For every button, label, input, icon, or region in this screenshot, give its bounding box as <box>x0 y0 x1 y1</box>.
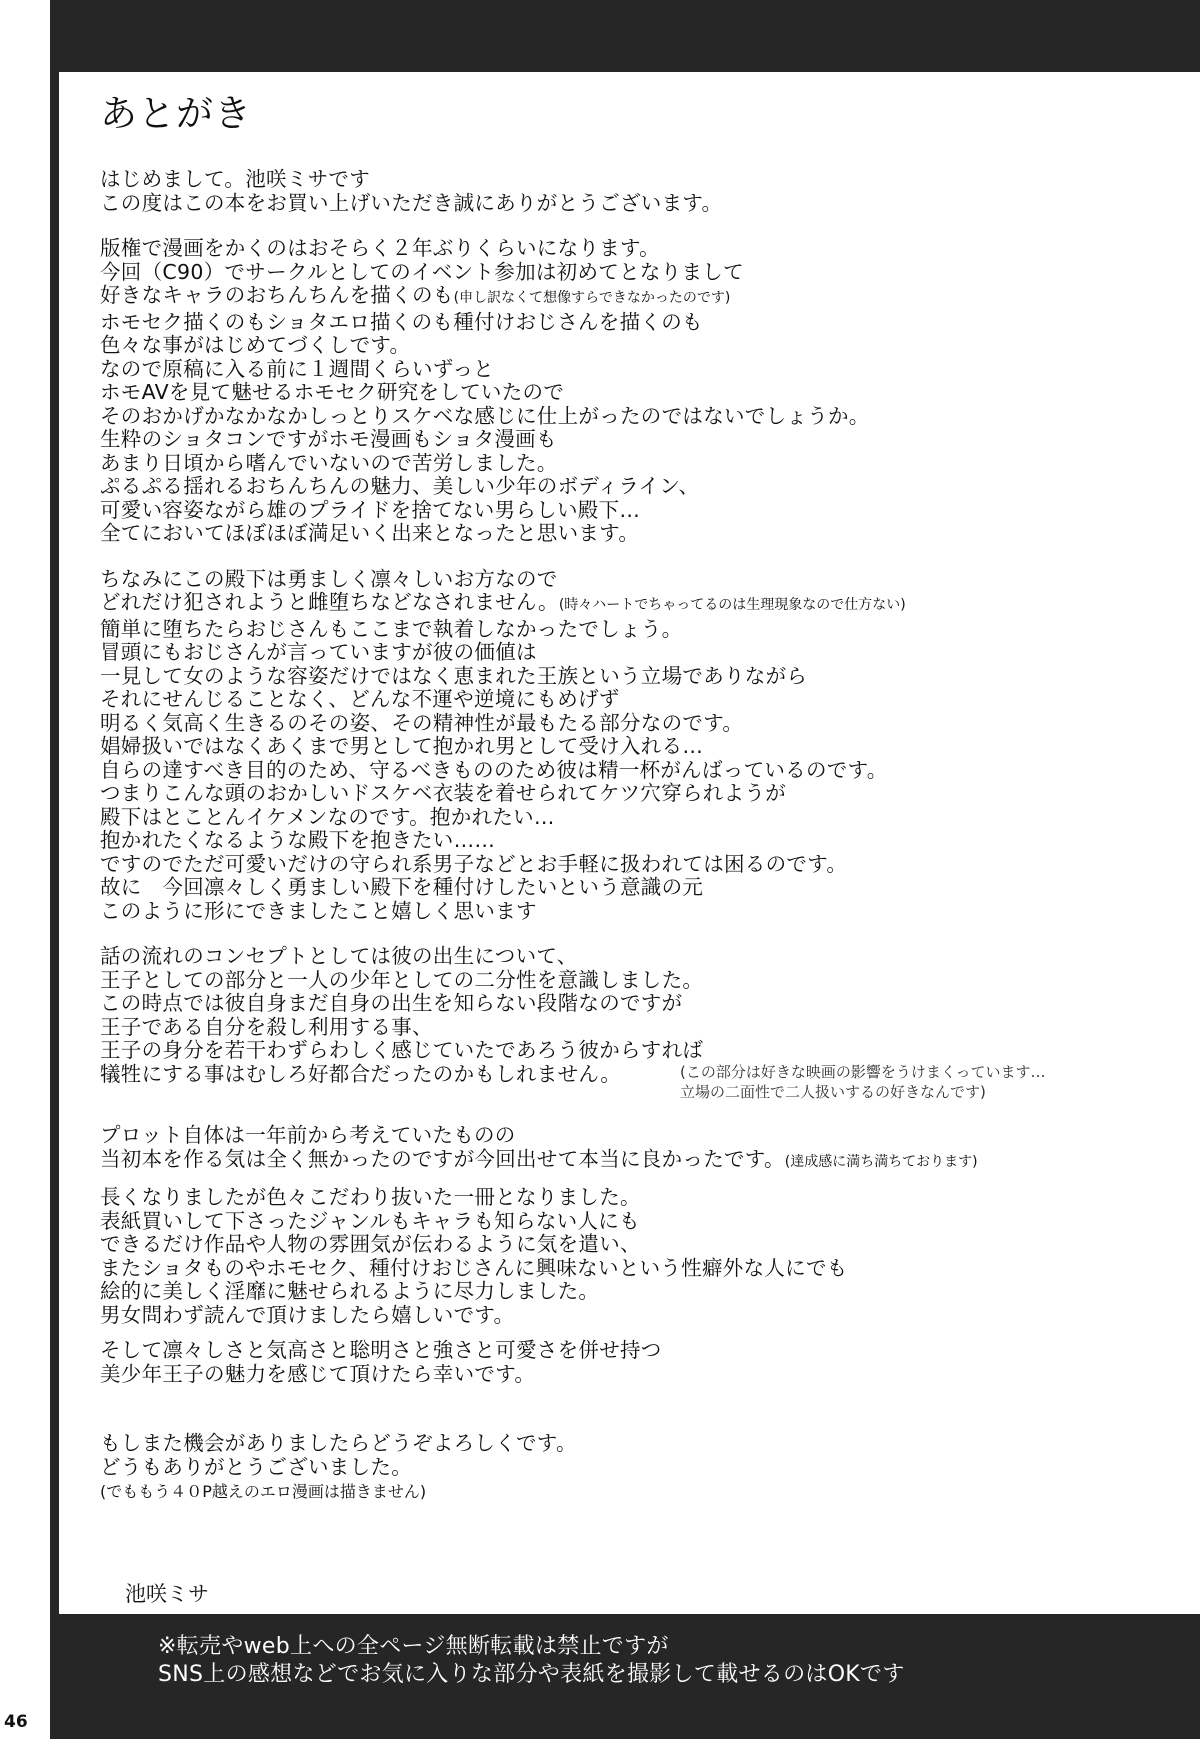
paragraph-greeting <box>100 168 1160 215</box>
text-line: 故に 今回凛々しく勇ましい殿下を種付けしたいという意識の元 <box>100 875 704 899</box>
text-line: 冒頭にもおじさんが言っていますが彼の価値は <box>100 640 537 664</box>
paragraph-effort <box>100 1186 1160 1327</box>
text-line: あまり日頃から嗜んでいないので苦労しました。 <box>100 450 558 475</box>
text-line: 殿下はとことんイケメンなのです。抱かれたい… <box>100 804 555 829</box>
aside-line: (この部分は好きな映画の影響をうけまくっています… <box>680 1063 1046 1081</box>
text-line: 全てにおいてほぼほぼ満足いく出来となったと思います。 <box>100 521 640 545</box>
text-line: それにせんじることなく、どんな不運や逆境にもめげず <box>100 687 620 711</box>
text-line: 王子としての部分と一人の少年としての二分性を意識しました。 <box>100 967 704 992</box>
text-line: そして凛々しさと気高さと聡明さと強さと可愛さを併せ持つ <box>100 1338 662 1362</box>
text-line: 可愛い容姿ながら雄のプライドを捨てない男らしい殿下… <box>100 497 641 522</box>
text-line: 明るく気高く生きるのその姿、その精神性が最もたる部分なのです。 <box>100 710 744 735</box>
text-line: はじめまして。池咲ミサです <box>100 167 370 191</box>
author-signature: 池咲ミサ <box>125 1582 209 1606</box>
reprint-notice <box>158 1633 905 1689</box>
text-line: 長くなりましたが色々こだわり抜いた一冊となりました。 <box>100 1185 641 1209</box>
text-line: この時点では彼自身まだ自身の出生を知らない段階なのですが <box>100 991 683 1015</box>
text-line: 表紙買いして下さったジャンルもキャラも知らない人にも <box>100 1208 640 1233</box>
text-line: プロット自体は一年前から考えていたものの <box>100 1123 516 1147</box>
page-number: 46 <box>4 1712 28 1732</box>
text-line: どうもありがとうございました。 <box>100 1454 412 1479</box>
text-line: なので原稿に入る前に１週間くらいずっと <box>100 356 494 381</box>
text-line: そのおかげかなかなかしっとりスケベな感じに仕上がったのではないでしょうか。 <box>100 403 870 428</box>
text-line: 王子である自分を殺し利用する事、 <box>100 1014 433 1039</box>
text-line: 色々な事がはじめてづくしです。 <box>100 333 411 357</box>
text-line: 版権で漫画をかくのはおそらく２年ぶりくらいになります。 <box>100 236 660 260</box>
text-line: このように形にできましたこと嬉しく思います <box>100 898 537 923</box>
text-line: 娼婦扱いではなくあくまで男として抱かれ男として受け入れる… <box>100 734 704 758</box>
text-line: ホモAVを見て魅せるホモセク研究をしていたので <box>100 380 565 404</box>
text-line: 一見して女のような容姿だけではなく恵まれた王族という立場でありながら <box>100 663 808 688</box>
text-line: 生粋のショタコンですがホモ漫画もショタ漫画も <box>100 427 557 451</box>
text-line: つまりこんな頭のおかしいドスケベ衣装を着せられてケツ穴穿られようが <box>100 781 786 805</box>
paragraph-intro <box>100 237 1160 546</box>
margin-note <box>680 1062 1046 1102</box>
text-line: 抱かれたくなるような殿下を抱きたい…… <box>100 828 496 852</box>
page-title: あとがき <box>100 92 252 135</box>
text-line: 美少年王子の魅力を感じて頂けたら幸いです。 <box>100 1361 536 1386</box>
text-line: 絵的に美しく淫靡に魅せられるように尽力しました。 <box>100 1279 600 1303</box>
paragraph-closing <box>100 1432 1160 1505</box>
paragraph-prince <box>100 568 1160 924</box>
text-line: どれだけ犯されようと雌堕ちなどなされません。(時々ハートでちゃってるのは生理現象なので仕方ない) <box>100 590 906 614</box>
text-line: 犠牲にする事はむしろ好都合だったのかもしれません。 <box>100 1061 622 1086</box>
text-line: ですのでただ可愛いだけの守られ系男子などとお手軽に扱われては困るのです。 <box>100 851 848 876</box>
side-note: (達成感に満ち満ちております) <box>784 1153 978 1170</box>
top-frame-bar <box>50 0 1200 72</box>
text-line: ちなみにこの殿下は勇ましく凛々しいお方なので <box>100 566 558 591</box>
left-frame-bar <box>50 0 59 1739</box>
side-note: (時々ハートでちゃってるのは生理現象なので仕方ない) <box>558 597 906 613</box>
text-line: 簡単に堕ちたらおじさんもここまで執着しなかったでしょう。 <box>100 616 683 641</box>
text-line: またショタものやホモセク、種付けおじさんに興味ないという性癖外な人にでも <box>100 1255 848 1280</box>
paragraph-plot <box>100 1124 1160 1174</box>
side-note: (申し訳なくて想像すらできなかったのです) <box>453 290 731 306</box>
text-line: 話の流れのコンセプトとしては彼の出生について、 <box>100 944 578 968</box>
text-line: 王子の身分を若干わずらわしく感じていたであろう彼からすれば <box>100 1038 704 1062</box>
text-line: 男女問わず読んで頂けましたら嬉しいです。 <box>100 1302 515 1327</box>
text-line: 好きなキャラのおちんちんを描くのも(申し訳なくて想像すらできなかったのです) <box>100 283 731 307</box>
text-line: ホモセク描くのもショタエロ描くのも種付けおじさんを描くのも <box>100 309 703 334</box>
text-line: 当初本を作る気は全く無かったのですが今回出せて本当に良かったです。(達成感に満ち満ちております) <box>100 1146 978 1171</box>
notice-line: ※転売やweb上への全ページ無断転載は禁止ですが <box>158 1634 669 1659</box>
text-line: もしまた機会がありましたらどうぞよろしくです。 <box>100 1431 577 1455</box>
text-line: この度はこの本をお買い上げいただき誠にありがとうございます。 <box>100 190 723 215</box>
aside-line: 立場の二面性で二人扱いするの好きなんです) <box>680 1083 986 1101</box>
text-line: ぷるぷる揺れるおちんちんの魅力、美しい少年のボディライン、 <box>100 474 700 498</box>
text-line: 自らの達すべき目的のため、守るべきもののため彼は精一杯がんばっているのです。 <box>100 757 888 782</box>
notice-line: SNS上の感想などでお気に入りな部分や表紙を撮影して載せるのはOKです <box>158 1662 905 1687</box>
text-line: できるだけ作品や人物の雰囲気が伝わるように気を遣い、 <box>100 1232 641 1256</box>
closing-note: (でももう４０P越えのエロ漫画は描きません) <box>100 1482 427 1501</box>
afterword-content <box>100 92 1160 1505</box>
paragraph-charm <box>100 1339 1160 1386</box>
text-line: 今回（C90）でサークルとしてのイベント参加は初めてとなりまして <box>100 259 744 284</box>
